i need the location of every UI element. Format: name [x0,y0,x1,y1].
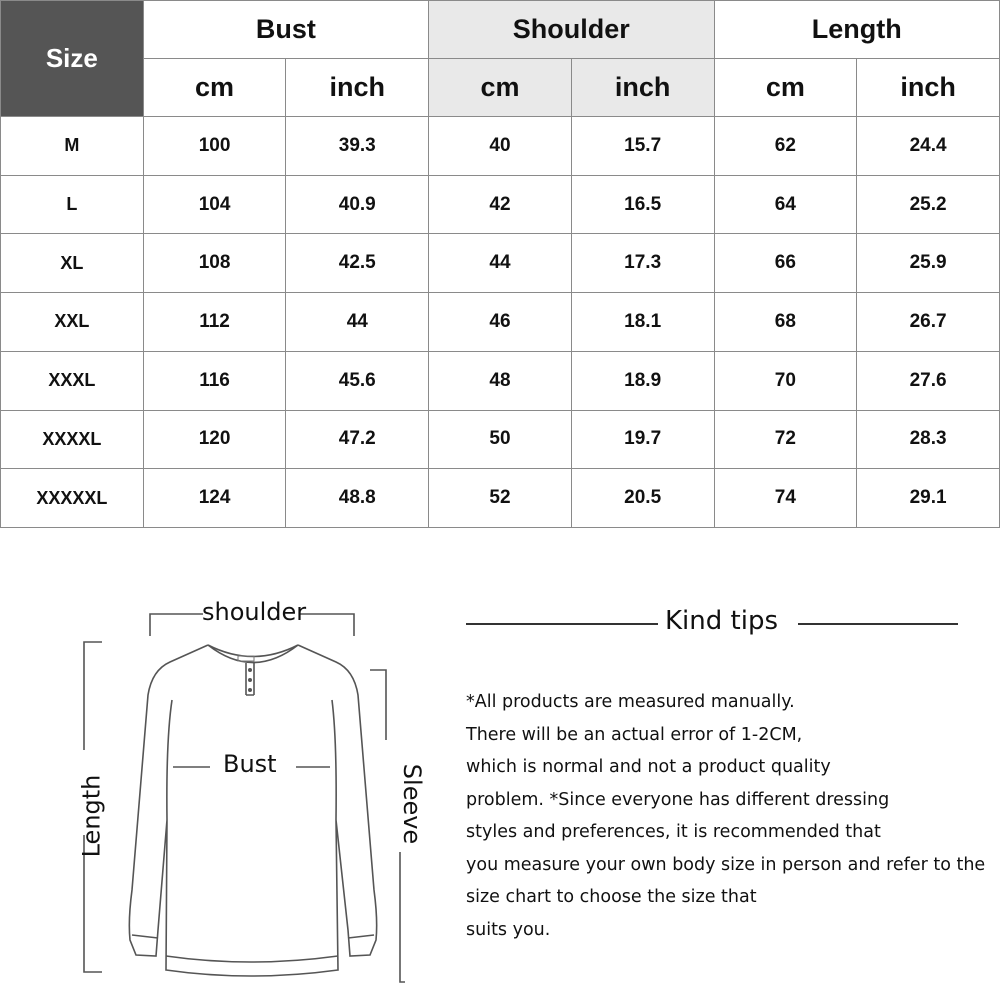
size-cell: L [1,175,144,234]
tips-line: There will be an actual error of 1-2CM, [466,724,803,745]
table-cell: 18.1 [571,293,714,352]
table-cell: 44 [286,293,429,352]
table-cell: 20.5 [571,469,714,528]
unit-header: cm [429,59,572,117]
shirt-outline-illustration [60,590,440,990]
tips-divider-left [466,623,658,625]
table-cell: 15.7 [571,117,714,176]
table-cell: 112 [143,293,286,352]
table-cell: 62 [714,117,857,176]
table-cell: 18.9 [571,351,714,410]
table-cell: 48.8 [286,469,429,528]
table-cell: 27.6 [857,351,1000,410]
shoulder-header: Shoulder [429,1,714,59]
table-row [1,293,1000,352]
table-cell: 40.9 [286,175,429,234]
size-cell: XXXXXL [1,469,144,528]
tips-title: Kind tips [665,606,778,636]
size-cell: M [1,117,144,176]
size-cell: XXXL [1,351,144,410]
table-row [1,234,1000,293]
tips-line: you measure your own body size in person and refer to the [466,854,986,875]
table-cell: 74 [714,469,857,528]
table-row [1,351,1000,410]
tips-line: suits you. [466,919,551,940]
tips-line: styles and preferences, it is recommended that [466,822,881,842]
size-cell: XXL [1,293,144,352]
table-cell: 24.4 [857,117,1000,176]
table-cell: 116 [143,351,286,410]
table-cell: 42.5 [286,234,429,293]
unit-header: inch [857,59,1000,117]
table-cell: 16.5 [571,175,714,234]
table-cell: 26.7 [857,293,1000,352]
table-cell: 25.2 [857,175,1000,234]
sleeve-label: Sleeve [398,763,427,845]
unit-header: inch [571,59,714,117]
size-header: Size [1,1,144,117]
table-row [1,410,1000,469]
table-cell: 52 [429,469,572,528]
shirt-measurement-diagram [60,590,440,990]
table-cell: 19.7 [571,410,714,469]
table-cell: 45.6 [286,351,429,410]
table-row [1,117,1000,176]
table-cell: 25.9 [857,234,1000,293]
tips-line: *All products are measured manually. [466,692,795,712]
table-cell: 48 [429,351,572,410]
unit-header: cm [714,59,857,117]
bust-label: Bust [223,750,277,778]
length-label: Length [77,774,106,858]
bust-header: Bust [143,1,428,59]
table-cell: 44 [429,234,572,293]
table-cell: 100 [143,117,286,176]
table-cell: 104 [143,175,286,234]
table-cell: 29.1 [857,469,1000,528]
table-cell: 64 [714,175,857,234]
table-cell: 40 [429,117,572,176]
tips-line: which is normal and not a product quality [466,757,831,777]
size-cell: XXXXL [1,410,144,469]
table-cell: 124 [143,469,286,528]
length-header: Length [714,1,999,59]
table-cell: 108 [143,234,286,293]
table-cell: 72 [714,410,857,469]
tips-divider-right [798,623,958,625]
table-cell: 39.3 [286,117,429,176]
tips-line: problem. *Since everyone has different dressing [466,789,890,810]
table-cell: 68 [714,293,857,352]
table-cell: 47.2 [286,410,429,469]
table-cell: 50 [429,410,572,469]
tips-line: size chart to choose the size that [466,887,757,907]
table-cell: 42 [429,175,572,234]
shoulder-label: shoulder [202,598,307,626]
table-cell: 70 [714,351,857,410]
table-row [1,175,1000,234]
table-cell: 120 [143,410,286,469]
table-cell: 46 [429,293,572,352]
tips-body [466,686,986,946]
table-cell: 28.3 [857,410,1000,469]
table-row [1,469,1000,528]
table-cell: 66 [714,234,857,293]
size-cell: XL [1,234,144,293]
table-cell: 17.3 [571,234,714,293]
unit-header: cm [143,59,286,117]
unit-header: inch [286,59,429,117]
